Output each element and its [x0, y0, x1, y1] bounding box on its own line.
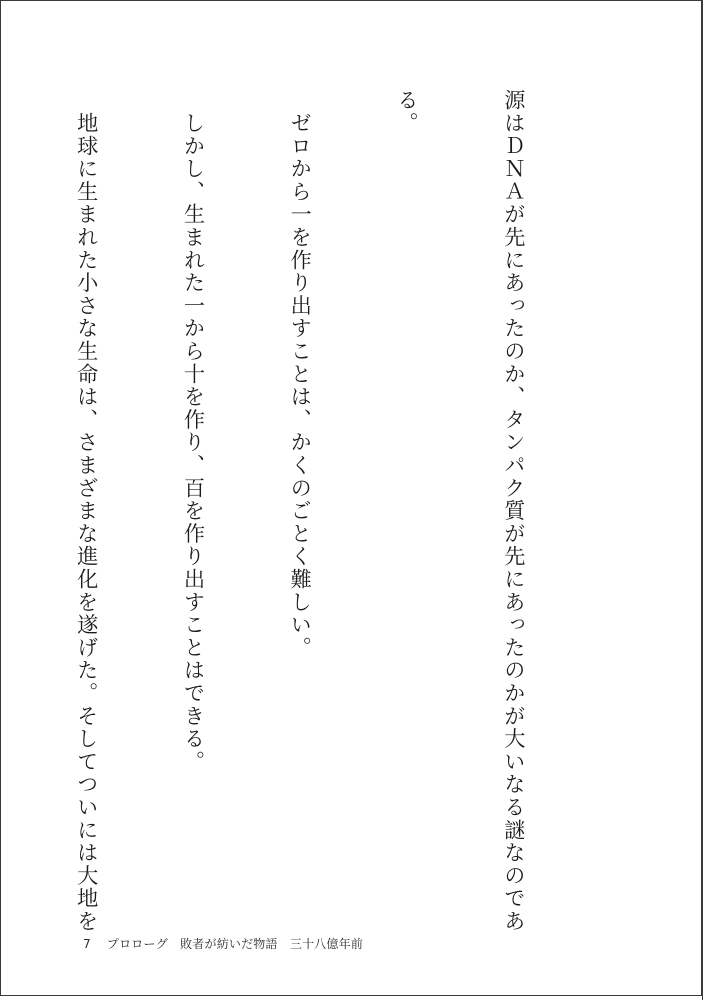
- chapter-title: プロローグ 敗者が紡いだ物語 三十八億年前: [106, 937, 364, 951]
- adjacent-page-edge: [702, 0, 707, 1000]
- text-column: 地球に生まれた小さな生命は、さまざまな進化を遂げた。そしてついには大地を: [74, 89, 100, 933]
- page-number: 7: [83, 937, 91, 951]
- text-column: しかし、生まれた一から十を作り、百を作り出すことはできる。: [181, 89, 207, 773]
- text-column: る。: [395, 89, 421, 135]
- vertical-text-body: [0, 89, 603, 933]
- page-footer: [83, 935, 363, 952]
- text-column: 源はＤＮＡが先にあったのか、タンパク質が先にあったのかが大いなる謎なのであ: [501, 89, 527, 933]
- text-column: ゼロから一を作り出すことは、かくのごとく難しい。: [288, 89, 314, 659]
